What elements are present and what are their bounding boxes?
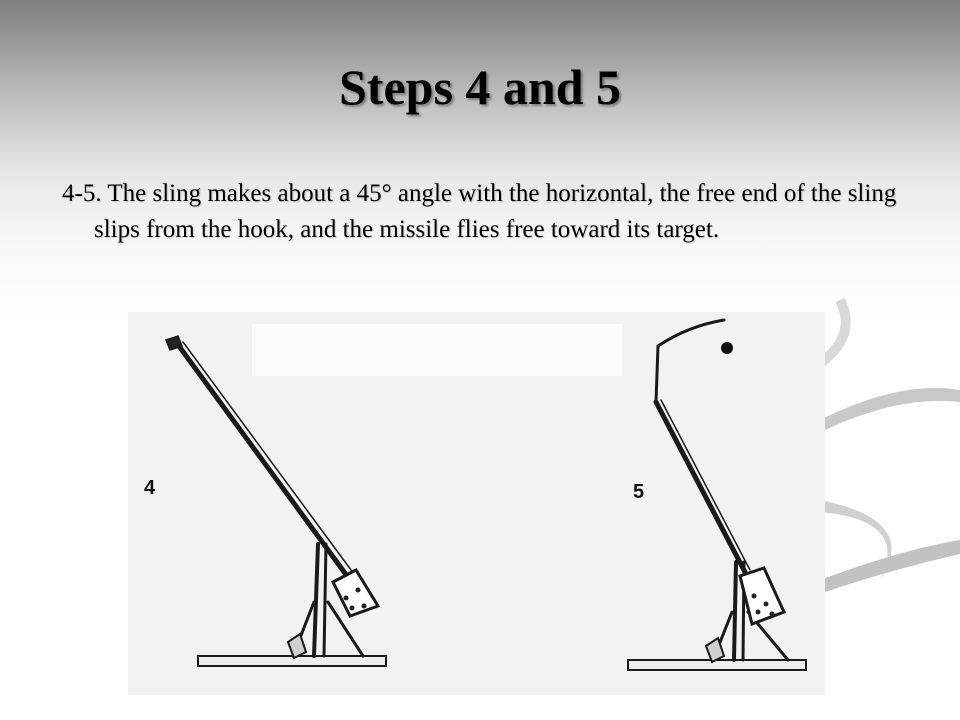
trebuchet-step-4 <box>166 336 386 666</box>
trebuchet-step-5 <box>628 320 806 670</box>
trebuchet-figure <box>128 312 825 695</box>
trebuchet-drawing <box>128 312 825 695</box>
slide-title: Steps 4 and 5 <box>338 59 622 115</box>
panel-label-5: 5 <box>633 481 645 503</box>
blank-panel <box>252 324 622 376</box>
panel-label-4: 4 <box>144 477 156 499</box>
missile-icon <box>721 342 733 354</box>
body-text: 4-5. The sling makes about a 45° angle with the horizontal, the free end of the sling slips from the hook, and the missile flies free toward its target. <box>62 180 897 243</box>
